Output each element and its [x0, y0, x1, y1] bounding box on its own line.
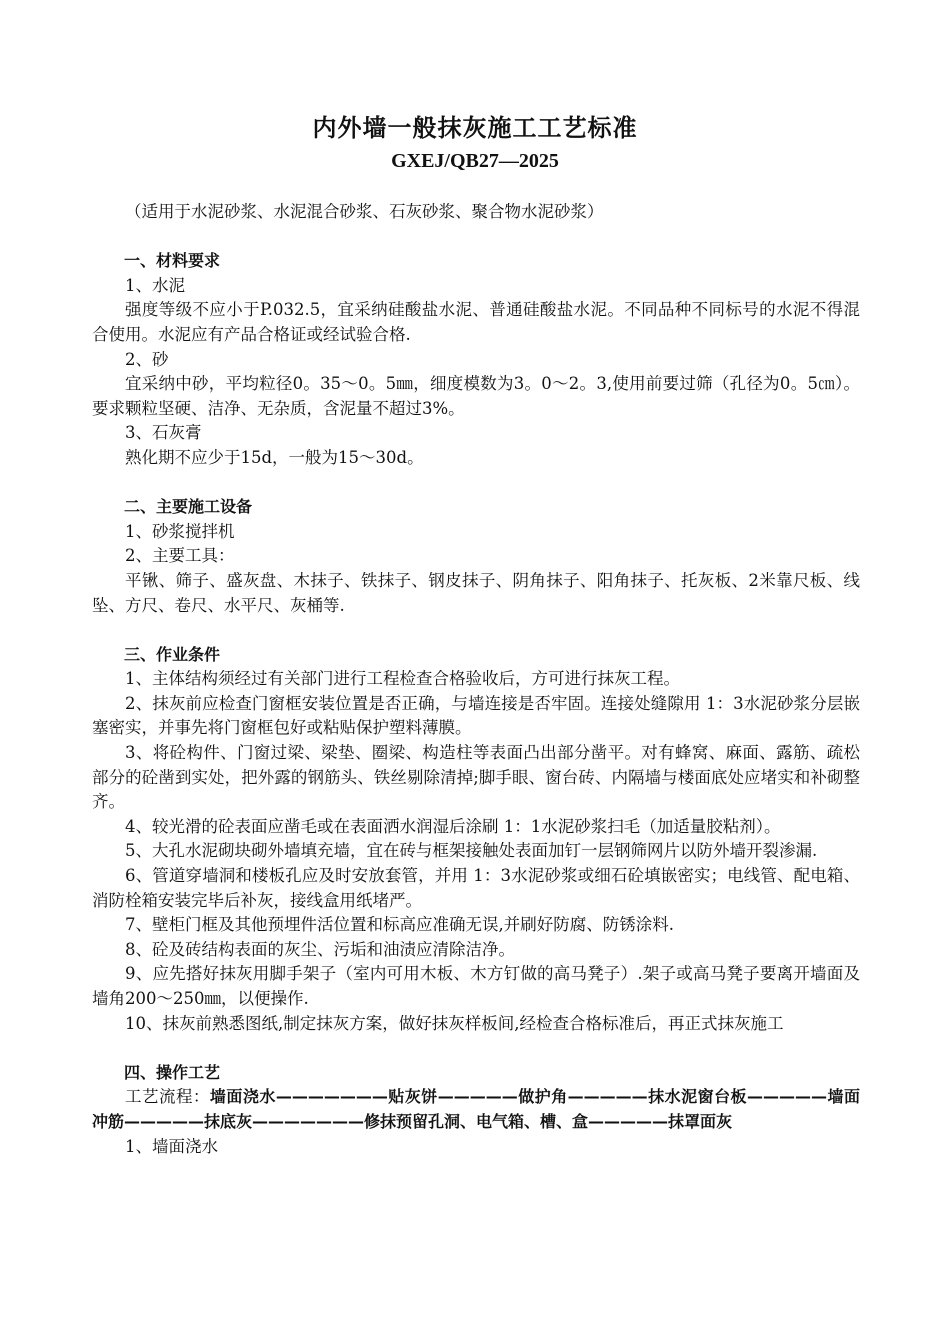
section-heading-equipment: 二、主要施工设备: [124, 497, 253, 517]
condition-paragraph: 2、抹灰前应检查门窗框安装位置是否正确，与墙连接是否牢固。连接处缝隙用 1：3水泥砂浆分层嵌塞密实，并事先将门窗框包好或粘贴保护塑料薄膜。: [92, 693, 860, 738]
condition-paragraph: 6、管道穿墙洞和楼板孔应及时安放套管，并用 1：3水泥砂浆或细石砼填嵌密实；电线管、配电箱、消防栓箱安装完毕后补灰，接线盒用纸堵严。: [92, 866, 860, 910]
paragraph-cement: 强度等级不应小于P.032.5，宜采纳硅酸盐水泥、普通硅酸盐水泥。不同品种不同标号的水泥不得混合使用。水泥应有产品合格证或经试验合格.: [92, 300, 860, 344]
process-flow-steps: 墙面浇水———————贴灰饼—————做护角—————抹水泥窗台板—————墙面冲筋—————抹底灰———————修抹预留孔洞、电气箱、槽、盒—————抹罩面灰: [92, 1087, 860, 1131]
condition-paragraph: 3、将砼构件、门窗过梁、梁垫、圈梁、构造柱等表面凸出部分凿平。对有蜂窝、麻面、露筋、疏松部分的砼凿到实处，把外露的钢筋头、铁丝剔除清掉;脚手眼、窗台砖、内隔墙与楼面底处应堵实和补砌整齐。: [92, 743, 860, 812]
item-sand: 2、砂: [125, 349, 169, 369]
section-heading-process: 四、操作工艺: [124, 1062, 221, 1082]
section-heading-materials: 一、材料要求: [124, 251, 221, 271]
section-heading-conditions: 三、作业条件: [124, 644, 221, 664]
spacer: [92, 471, 860, 496]
document-body: [92, 200, 860, 1159]
spacer: [92, 225, 860, 250]
paragraph-tools: 平锹、筛子、盛灰盘、木抹子、铁抹子、钢皮抹子、阴角抹子、阳角抹子、托灰板、2米靠尺板、线坠、方尺、卷尺、水平尺、灰桶等.: [92, 570, 860, 615]
condition-paragraph: 7、壁柜门框及其他预埋件活位置和标高应准确无误,并刷好防腐、防锈涂料.: [125, 915, 674, 935]
spacer: [92, 1036, 860, 1061]
condition-paragraph: 8、砼及砖结构表面的灰尘、污垢和油渍应清除洁净。: [125, 939, 515, 959]
paragraph-lime-paste: 熟化期不应少于15d，一般为15～30d。: [125, 447, 424, 467]
spacer: [92, 618, 860, 643]
item-wall-watering: 1、墙面浇水: [125, 1136, 218, 1156]
document-title: 内外墙一般抹灰施工工艺标准: [312, 114, 638, 142]
condition-paragraph: 1、主体结构须经过有关部门进行工程检查合格验收后，方可进行抹灰工程。: [125, 669, 680, 689]
process-flow-label: 工艺流程：: [125, 1087, 210, 1107]
condition-paragraph: 5、大孔水泥砌块砌外墙填充墙，宜在砖与框架接触处表面加钉一层钢筛网片以防外墙开裂渗漏.: [125, 841, 818, 861]
standard-code: GXEJ/QB27—2025: [391, 150, 559, 172]
paragraph-sand: 宜采纳中砂，平均粒径0。35～0。5㎜，细度模数为3。0～2。3,使用前要过筛（孔径为0。5㎝）。要求颗粒坚硬、洁净、无杂质，含泥量不超过3%。: [92, 374, 860, 418]
condition-paragraph: 10、抹灰前熟悉图纸,制定抹灰方案，做好抹灰样板间,经检查合格标准后，再正式抹灰施工: [125, 1013, 784, 1033]
item-mixer: 1、砂浆搅拌机: [125, 521, 235, 541]
scope-note: （适用于水泥砂浆、水泥混合砂浆、石灰砂浆、聚合物水泥砂浆）: [125, 202, 604, 221]
process-flow: [92, 1085, 860, 1134]
item-cement: 1、水泥: [125, 275, 185, 295]
item-tools: 2、主要工具：: [125, 546, 235, 566]
item-lime-paste: 3、石灰膏: [125, 423, 202, 443]
condition-paragraph: 4、较光滑的砼表面应凿毛或在表面洒水润湿后涂刷 1：1水泥砂浆扫毛（加适量胶粘剂）。: [125, 816, 781, 836]
condition-paragraph: 9、应先搭好抹灰用脚手架子（室内可用木板、木方钉做的高马凳子）.架子或高马凳子要离开墙面及墙角200～250㎜，以便操作.: [92, 964, 860, 1008]
